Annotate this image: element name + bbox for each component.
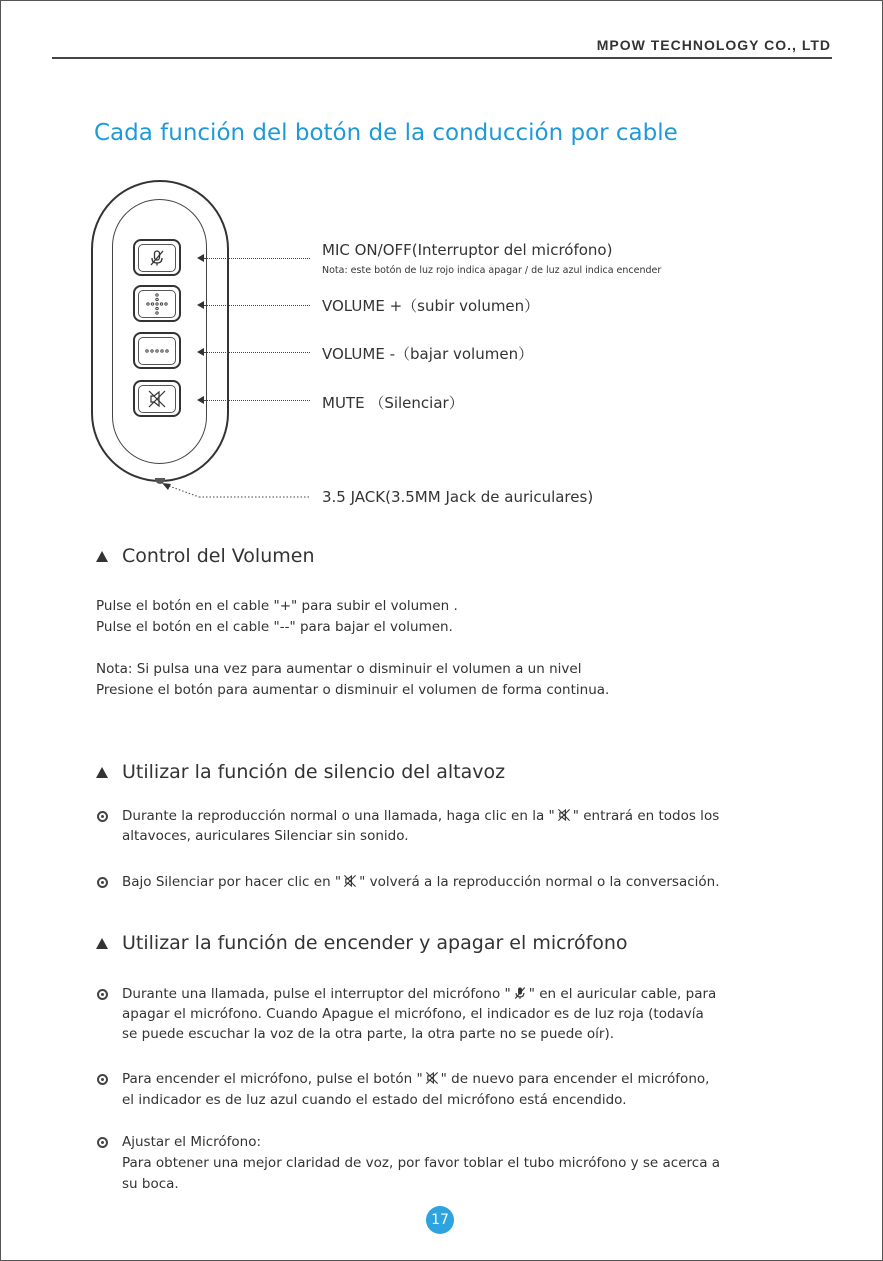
triangle-bullet-icon bbox=[96, 767, 108, 778]
mic-bullet-3-line-3: su boca. bbox=[122, 1176, 179, 1192]
mic-bullet-1-line-2: apagar el micrófono. Cuando Apague el micrófono, el indicador es de luz roja (todavía bbox=[122, 1006, 704, 1022]
circle-bullet-icon bbox=[97, 877, 108, 888]
mute-bullet-1: Durante la reproducción normal o una llamada, haga clic en la " " entrará en todos los bbox=[122, 808, 720, 824]
mic-button bbox=[133, 239, 181, 276]
circle-bullet-icon bbox=[97, 811, 108, 822]
mute-label: MUTE （Silenciar） bbox=[322, 394, 464, 412]
vol-down-callout-arrow bbox=[197, 348, 204, 356]
vol-up-callout-arrow bbox=[197, 301, 204, 309]
mute-callout-arrow bbox=[197, 396, 204, 404]
jack-label: 3.5 JACK(3.5MM Jack de auriculares) bbox=[322, 488, 594, 506]
mute-icon bbox=[147, 389, 167, 409]
mic-bullet-3: Ajustar el Micrófono: bbox=[122, 1134, 262, 1150]
mute-heading: Utilizar la función de silencio del altavoz bbox=[96, 761, 505, 783]
volume-note-2: Presione el botón para aumentar o disminuir el volumen de forma continua. bbox=[96, 682, 610, 698]
mute-bullet-2: Bajo Silenciar por hacer clic en " " volverá a la reproducción normal o la conversación. bbox=[122, 874, 720, 890]
mic-bullet-2-line-2: el indicador es de luz azul cuando el estado del micrófono está encendido. bbox=[122, 1092, 627, 1108]
vol-down-callout-line bbox=[204, 352, 310, 353]
mic-off-icon bbox=[148, 249, 166, 267]
mic-off-icon bbox=[513, 986, 527, 1000]
circle-bullet-icon bbox=[97, 1074, 108, 1085]
mic-note: Nota: este botón de luz rojo indica apagar / de luz azul indica encender bbox=[322, 265, 662, 276]
circle-bullet-icon bbox=[97, 989, 108, 1000]
mute-icon bbox=[557, 808, 571, 822]
volume-line-1: Pulse el botón en el cable "+" para subir el volumen . bbox=[96, 598, 458, 614]
mic-bullet-1-line-3: se puede escuchar la voz de la otra parte, la otra parte no se puede oír). bbox=[122, 1026, 615, 1042]
mic-bullet-1: Durante una llamada, pulse el interruptor del micrófono " " en el auricular cable, para bbox=[122, 986, 717, 1002]
mute-bullet-1-line-2: altavoces, auriculares Silenciar sin sonido. bbox=[122, 828, 409, 844]
volume-heading: Control del Volumen bbox=[96, 545, 315, 567]
volume-up-icon bbox=[145, 292, 169, 316]
mic-callout-arrow bbox=[197, 254, 204, 262]
circle-bullet-icon bbox=[97, 1137, 108, 1148]
triangle-bullet-icon bbox=[96, 551, 108, 562]
page-number-badge: 17 bbox=[426, 1206, 454, 1234]
mic-callout-line bbox=[204, 258, 310, 259]
volume-note-1: Nota: Si pulsa una vez para aumentar o disminuir el volumen a un nivel bbox=[96, 661, 582, 677]
page-title: Cada función del botón de la conducción por cable bbox=[94, 120, 678, 146]
mute-button bbox=[133, 380, 181, 417]
mute-icon bbox=[343, 874, 357, 888]
volume-up-button bbox=[133, 285, 181, 322]
triangle-bullet-icon bbox=[96, 938, 108, 949]
mute-callout-line bbox=[204, 400, 310, 401]
company-name: MPOW TECHNOLOGY CO., LTD bbox=[596, 37, 831, 53]
mic-heading: Utilizar la función de encender y apagar el micrófono bbox=[96, 932, 628, 954]
mic-bullet-2: Para encender el micrófono, pulse el botón " " de nuevo para encender el micrófono, bbox=[122, 1071, 710, 1087]
volume-down-button bbox=[133, 332, 181, 369]
mic-bullet-3-line-2: Para obtener una mejor claridad de voz, por favor toblar el tubo micrófono y se acerca a bbox=[122, 1155, 721, 1171]
volume-line-2: Pulse el botón en el cable "--" para bajar el volumen. bbox=[96, 619, 453, 635]
vol-up-label: VOLUME +（subir volumen） bbox=[322, 297, 540, 315]
vol-up-callout-line bbox=[204, 305, 310, 306]
volume-down-icon bbox=[144, 348, 170, 354]
header-rule bbox=[52, 57, 832, 59]
vol-down-label: VOLUME -（bajar volumen） bbox=[322, 345, 534, 363]
mute-icon bbox=[425, 1071, 439, 1085]
mic-label: MIC ON/OFF(Interruptor del micrófono) bbox=[322, 241, 613, 259]
jack-callout-line bbox=[155, 480, 315, 502]
